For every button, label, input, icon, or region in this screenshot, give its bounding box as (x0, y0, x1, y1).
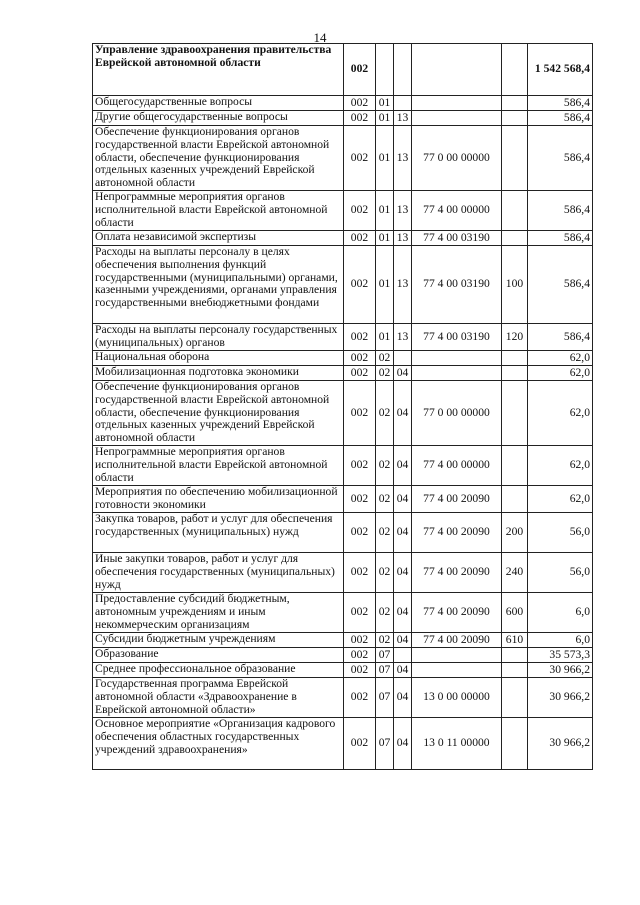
cell-expense-type (502, 231, 528, 246)
cell-amount: 30 966,2 (528, 663, 593, 678)
cell-section: 01 (376, 246, 394, 324)
cell-expense-type (502, 366, 528, 381)
cell-amount: 30 966,2 (528, 718, 593, 770)
table-row (93, 351, 593, 366)
cell-expense-type: 610 (502, 633, 528, 648)
table-row (93, 663, 593, 678)
cell-expense-type (502, 718, 528, 770)
cell-section: 02 (376, 351, 394, 366)
cell-target-article: 77 0 00 00000 (412, 381, 502, 446)
cell-grbs: 002 (344, 44, 376, 96)
cell-expense-type (502, 191, 528, 231)
table-row (93, 366, 593, 381)
page-number: 14 (313, 30, 327, 45)
cell-name: Общегосударственные вопросы (93, 96, 344, 111)
cell-name: Иные закупки товаров, работ и услуг для обеспечения государственных (муниципальных) нужд (93, 553, 344, 593)
cell-target-article: 77 4 00 20090 (412, 593, 502, 633)
cell-target-article (412, 351, 502, 366)
table-row (93, 513, 593, 553)
cell-section: 02 (376, 486, 394, 513)
cell-subsection: 04 (394, 593, 412, 633)
cell-section: 01 (376, 111, 394, 126)
cell-grbs: 002 (344, 678, 376, 718)
cell-grbs: 002 (344, 446, 376, 486)
cell-name: Среднее профессиональное образование (93, 663, 344, 678)
cell-subsection: 04 (394, 718, 412, 770)
cell-grbs: 002 (344, 663, 376, 678)
cell-grbs: 002 (344, 486, 376, 513)
cell-subsection: 13 (394, 324, 412, 351)
budget-table (92, 43, 593, 770)
cell-amount: 30 966,2 (528, 678, 593, 718)
cell-section: 02 (376, 513, 394, 553)
cell-subsection (394, 648, 412, 663)
cell-expense-type (502, 44, 528, 96)
cell-name: Основное мероприятие «Организация кадрового обеспечения областных государственных учреждений здравоохранения» (93, 718, 344, 770)
cell-target-article (412, 663, 502, 678)
table-row (93, 486, 593, 513)
cell-amount: 62,0 (528, 486, 593, 513)
cell-grbs: 002 (344, 231, 376, 246)
cell-name: Национальная оборона (93, 351, 344, 366)
cell-amount: 62,0 (528, 351, 593, 366)
cell-amount: 56,0 (528, 513, 593, 553)
cell-target-article: 77 4 00 20090 (412, 486, 502, 513)
cell-subsection: 13 (394, 191, 412, 231)
cell-grbs: 002 (344, 324, 376, 351)
cell-amount: 586,4 (528, 324, 593, 351)
cell-amount: 6,0 (528, 593, 593, 633)
cell-grbs: 002 (344, 191, 376, 231)
table-row (93, 324, 593, 351)
cell-grbs: 002 (344, 126, 376, 191)
cell-grbs: 002 (344, 718, 376, 770)
cell-name: Мероприятия по обеспечению мобилизационной готовности экономики (93, 486, 344, 513)
table-row (93, 718, 593, 770)
cell-target-article (412, 96, 502, 111)
cell-target-article (412, 111, 502, 126)
cell-target-article (412, 44, 502, 96)
table-row (93, 381, 593, 446)
cell-expense-type (502, 663, 528, 678)
cell-target-article: 77 4 00 03190 (412, 231, 502, 246)
cell-amount: 586,4 (528, 111, 593, 126)
cell-subsection: 04 (394, 366, 412, 381)
budget-table-body (93, 44, 593, 770)
cell-name: Другие общегосударственные вопросы (93, 111, 344, 126)
table-row (93, 593, 593, 633)
cell-expense-type: 200 (502, 513, 528, 553)
cell-section (376, 44, 394, 96)
cell-subsection (394, 44, 412, 96)
cell-name: Непрограммные мероприятия органов исполнительной власти Еврейской автономной области (93, 446, 344, 486)
cell-section: 02 (376, 446, 394, 486)
cell-subsection: 04 (394, 486, 412, 513)
cell-target-article: 77 4 00 20090 (412, 633, 502, 648)
cell-amount: 586,4 (528, 246, 593, 324)
cell-expense-type (502, 446, 528, 486)
cell-name: Оплата независимой экспертизы (93, 231, 344, 246)
cell-section: 07 (376, 648, 394, 663)
cell-amount: 62,0 (528, 366, 593, 381)
cell-subsection: 13 (394, 246, 412, 324)
cell-amount: 62,0 (528, 446, 593, 486)
cell-subsection: 04 (394, 678, 412, 718)
cell-grbs: 002 (344, 96, 376, 111)
cell-amount: 586,4 (528, 126, 593, 191)
cell-target-article: 77 4 00 00000 (412, 191, 502, 231)
cell-name: Субсидии бюджетным учреждениям (93, 633, 344, 648)
cell-subsection: 13 (394, 111, 412, 126)
cell-amount: 62,0 (528, 381, 593, 446)
cell-name: Расходы на выплаты персоналу в целях обеспечения выполнения функций государственными (муниципальными) органами, казенными учреждениями, органами управления государственными внебюджетными фондами (93, 246, 344, 324)
cell-target-article: 13 0 00 00000 (412, 678, 502, 718)
cell-amount: 6,0 (528, 633, 593, 648)
cell-expense-type (502, 381, 528, 446)
table-row (93, 191, 593, 231)
cell-grbs: 002 (344, 351, 376, 366)
cell-grbs: 002 (344, 633, 376, 648)
cell-expense-type (502, 678, 528, 718)
cell-target-article: 77 4 00 20090 (412, 553, 502, 593)
cell-grbs: 002 (344, 111, 376, 126)
cell-expense-type: 600 (502, 593, 528, 633)
cell-name: Закупка товаров, работ и услуг для обеспечения государственных (муниципальных) нужд (93, 513, 344, 553)
table-row (93, 553, 593, 593)
cell-expense-type (502, 126, 528, 191)
cell-section: 02 (376, 593, 394, 633)
cell-name: Образование (93, 648, 344, 663)
cell-section: 02 (376, 633, 394, 648)
cell-expense-type (502, 96, 528, 111)
cell-target-article: 13 0 11 00000 (412, 718, 502, 770)
table-row (93, 678, 593, 718)
cell-expense-type: 120 (502, 324, 528, 351)
cell-grbs: 002 (344, 366, 376, 381)
cell-amount: 586,4 (528, 231, 593, 246)
cell-subsection: 04 (394, 513, 412, 553)
cell-section: 07 (376, 678, 394, 718)
cell-grbs: 002 (344, 553, 376, 593)
cell-expense-type (502, 111, 528, 126)
cell-subsection: 04 (394, 633, 412, 648)
cell-section: 07 (376, 718, 394, 770)
cell-section: 07 (376, 663, 394, 678)
cell-grbs: 002 (344, 648, 376, 663)
table-row (93, 446, 593, 486)
cell-subsection: 04 (394, 553, 412, 593)
cell-subsection: 04 (394, 446, 412, 486)
cell-target-article: 77 0 00 00000 (412, 126, 502, 191)
table-row (93, 96, 593, 111)
cell-section: 01 (376, 191, 394, 231)
cell-subsection (394, 96, 412, 111)
cell-name: Управление здравоохранения правительства Еврейской автономной области (93, 44, 344, 96)
cell-name: Обеспечение функционирования органов государственной власти Еврейской автономной области, обеспечение функционирования отдельных казенных учреждений Еврейской автономной области (93, 381, 344, 446)
table-row (93, 231, 593, 246)
cell-target-article: 77 4 00 00000 (412, 446, 502, 486)
cell-name: Непрограммные мероприятия органов исполнительной власти Еврейской автономной области (93, 191, 344, 231)
cell-name: Мобилизационная подготовка экономики (93, 366, 344, 381)
cell-expense-type (502, 486, 528, 513)
cell-grbs: 002 (344, 513, 376, 553)
table-row (93, 633, 593, 648)
table-row (93, 246, 593, 324)
cell-subsection: 13 (394, 231, 412, 246)
cell-section: 01 (376, 231, 394, 246)
table-row (93, 111, 593, 126)
cell-amount: 586,4 (528, 191, 593, 231)
cell-name: Расходы на выплаты персоналу государственных (муниципальных) органов (93, 324, 344, 351)
cell-grbs: 002 (344, 246, 376, 324)
table-row (93, 648, 593, 663)
cell-amount: 35 573,3 (528, 648, 593, 663)
cell-name: Обеспечение функционирования органов государственной власти Еврейской автономной области, обеспечение функционирования отдельных казенных учреждений Еврейской автономной области (93, 126, 344, 191)
cell-subsection (394, 351, 412, 366)
cell-section: 01 (376, 126, 394, 191)
cell-section: 02 (376, 381, 394, 446)
cell-expense-type: 100 (502, 246, 528, 324)
cell-amount: 1 542 568,4 (528, 44, 593, 96)
cell-subsection: 04 (394, 663, 412, 678)
cell-expense-type (502, 648, 528, 663)
cell-target-article (412, 648, 502, 663)
cell-section: 02 (376, 553, 394, 593)
cell-subsection: 04 (394, 381, 412, 446)
cell-section: 01 (376, 96, 394, 111)
cell-amount: 586,4 (528, 96, 593, 111)
cell-target-article: 77 4 00 20090 (412, 513, 502, 553)
cell-target-article (412, 366, 502, 381)
cell-expense-type (502, 351, 528, 366)
cell-expense-type: 240 (502, 553, 528, 593)
cell-grbs: 002 (344, 593, 376, 633)
table-row (93, 44, 593, 96)
cell-target-article: 77 4 00 03190 (412, 246, 502, 324)
cell-name: Предоставление субсидий бюджетным, автономным учреждениям и иным некоммерческим организациям (93, 593, 344, 633)
table-row (93, 126, 593, 191)
cell-amount: 56,0 (528, 553, 593, 593)
cell-target-article: 77 4 00 03190 (412, 324, 502, 351)
cell-name: Государственная программа Еврейской автономной области «Здравоохранение в Еврейской автономной области» (93, 678, 344, 718)
cell-subsection: 13 (394, 126, 412, 191)
cell-section: 01 (376, 324, 394, 351)
cell-grbs: 002 (344, 381, 376, 446)
cell-section: 02 (376, 366, 394, 381)
